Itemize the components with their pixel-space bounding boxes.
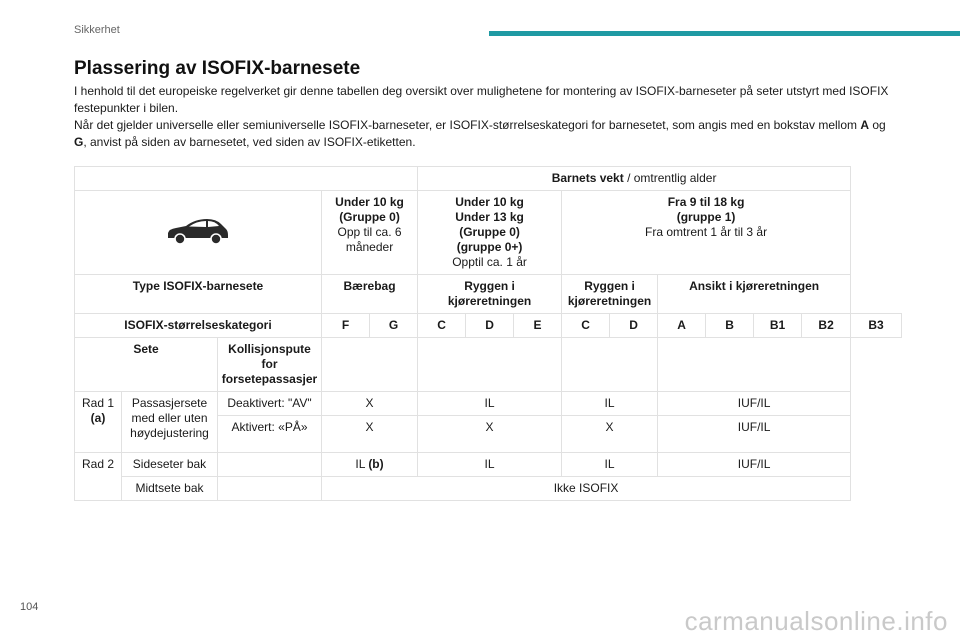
car-icon (166, 216, 230, 246)
group-1-line-2: (Gruppe 0) (339, 210, 400, 224)
value-cell: IUF/IL (658, 392, 851, 416)
seat-header-row (75, 338, 902, 392)
weight-heading (418, 167, 851, 191)
empty-cell (562, 338, 658, 392)
page-title: Plassering av ISOFIX-barnesete (74, 58, 361, 79)
value-cell: IUF/IL (658, 453, 851, 477)
type-rear-facing-1: Ryggen i kjøreretningen (418, 275, 562, 314)
size-cell: B3 (851, 314, 902, 338)
empty-corner (75, 167, 418, 191)
airbag-on-label: Aktivert: «PÅ» (218, 416, 322, 453)
value-cell: X (322, 392, 418, 416)
value-cell: IL (418, 453, 562, 477)
row1-airbag-off (75, 392, 902, 416)
intro-paragraph-1: I henhold til det europeiske regelverket gir denne tabellen deg oversikt over mulighetene for montering av ISOFIX-barneseter på seter utstyrt med ISOFIX festepunkter i bilen. (74, 84, 889, 115)
group-2-line-4: (gruppe 0+) (456, 240, 523, 254)
page-number: 104 (20, 601, 39, 613)
letter-a: A (860, 118, 869, 132)
value-cell: IUF/IL (658, 416, 851, 453)
empty-cell (658, 338, 851, 392)
group-2-line-1: Under 10 kg (455, 195, 524, 209)
size-cell: C (562, 314, 610, 338)
value-cell: X (322, 416, 418, 453)
value-cell: IL (562, 392, 658, 416)
row1-label (75, 392, 122, 453)
type-carrycot: Bærebag (322, 275, 418, 314)
size-cell: G (370, 314, 418, 338)
type-rear-facing-2: Ryggen i kjøreretningen (562, 275, 658, 314)
size-cell: D (610, 314, 658, 338)
row2-label: Rad 2 (75, 453, 122, 501)
passenger-seat-label: Passasjersete med eller uten høydejustering (122, 392, 218, 453)
intro-p2-end: , anvist på siden av barnesetet, ved siden av ISOFIX-etiketten. (83, 135, 416, 149)
size-label: ISOFIX-størrelseskategori (75, 314, 322, 338)
airbag-off-label: Deaktivert: "AV" (218, 392, 322, 416)
row1-label-text: Rad 1 (81, 396, 115, 410)
size-cell: B (706, 314, 754, 338)
intro-p2-start: Når det gjelder universelle eller semiuniverselle ISOFIX-barneseter, er ISOFIX-størrelseskategori for barnesetet, som angis med en bokstav mellom (74, 118, 861, 132)
side-seats-label: Sideseter bak (122, 453, 218, 477)
isofix-table (74, 166, 902, 501)
value-note: (b) (368, 457, 384, 471)
group-1-line-1: Under 10 kg (335, 195, 404, 209)
row1-note: (a) (90, 411, 106, 425)
intro-text (74, 83, 914, 151)
group-2-line-3: (Gruppe 0) (459, 225, 520, 239)
group-1-age-2: måneder (345, 240, 394, 254)
type-row (75, 275, 902, 314)
row2-side-seats (75, 453, 902, 477)
value-cell (322, 453, 418, 477)
value-cell: X (418, 416, 562, 453)
group-1-age-1: Opp til ca. 6 (337, 225, 402, 239)
group-col-1 (322, 191, 418, 275)
middle-seat-label: Midtsete bak (122, 477, 218, 501)
seat-label: Sete (75, 338, 218, 392)
type-label: Type ISOFIX-barnesete (75, 275, 322, 314)
group-col-2 (418, 191, 562, 275)
row2-middle-seat (75, 477, 902, 501)
group-3-line-1: Fra 9 til 18 kg (667, 195, 745, 209)
weight-header-row (75, 167, 902, 191)
value-cell: IL (562, 453, 658, 477)
empty-cell (418, 338, 562, 392)
group-3-age: Fra omtrent 1 år til 3 år (645, 225, 768, 239)
size-cell: D (466, 314, 514, 338)
size-cell: B2 (802, 314, 851, 338)
car-cell (75, 191, 322, 275)
empty-cell (322, 338, 418, 392)
empty-cell (218, 477, 322, 501)
value-cell: X (562, 416, 658, 453)
accent-bar (489, 31, 960, 36)
size-cell: E (514, 314, 562, 338)
group-col-3 (562, 191, 851, 275)
group-2-age: Opptil ca. 1 år (452, 255, 527, 269)
intro-paragraph-2 (74, 117, 914, 151)
airbag-label: Kollisjonspute for forsetepassasjer (218, 338, 322, 392)
middle-seat-value: Ikke ISOFIX (322, 477, 851, 501)
type-forward-facing: Ansikt i kjøreretningen (658, 275, 851, 314)
group-2-line-2: Under 13 kg (455, 210, 524, 224)
letter-g: G (74, 135, 84, 149)
size-cell: A (658, 314, 706, 338)
group-row (75, 191, 902, 275)
group-3-line-2: (gruppe 1) (676, 210, 736, 224)
size-cell: C (418, 314, 466, 338)
weight-heading-rest: / omtrentlig alder (623, 171, 717, 185)
size-row (75, 314, 902, 338)
watermark: carmanualsonline.info (684, 606, 948, 636)
weight-heading-bold: Barnets vekt (551, 171, 624, 185)
intro-p2-og: og (869, 118, 886, 132)
value-text: IL (355, 457, 369, 471)
size-cell: B1 (754, 314, 802, 338)
value-cell: IL (418, 392, 562, 416)
section-label: Sikkerhet (74, 24, 120, 36)
size-cell: F (322, 314, 370, 338)
empty-cell (218, 453, 322, 477)
